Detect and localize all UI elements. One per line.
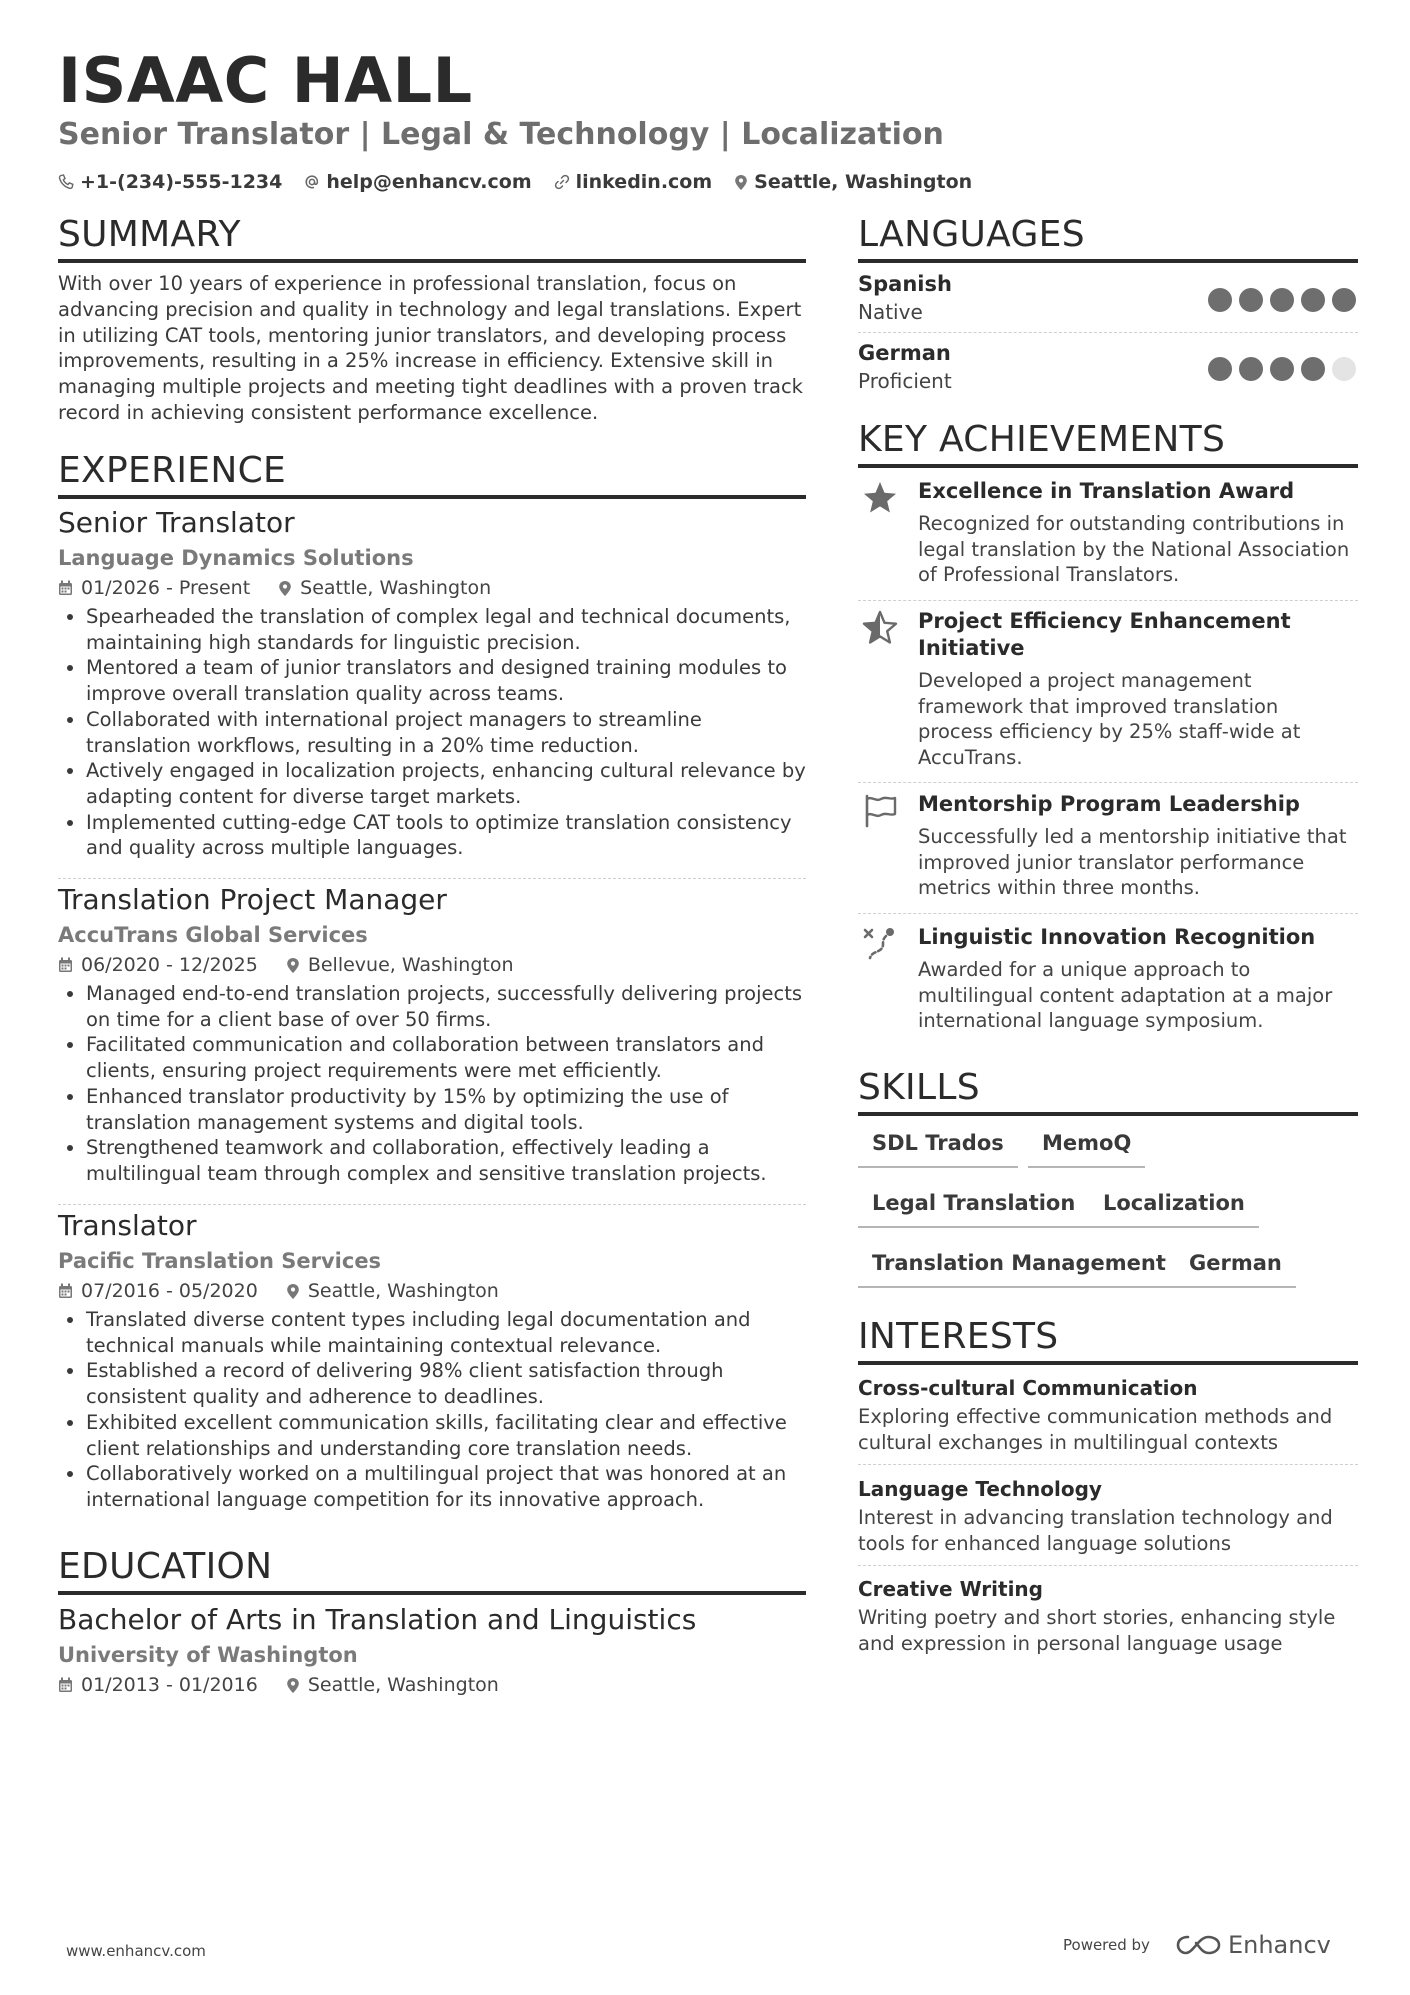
contact-linkedin[interactable] <box>554 171 713 193</box>
job-dates: 07/2016 - 05/2020 <box>81 1280 258 1302</box>
contact-location <box>734 171 972 193</box>
education-location-wrap <box>286 1671 499 1699</box>
achievement-desc: Recognized for outstanding contributions in legal translation by the National Association of Professional Translators. <box>918 512 1350 587</box>
interest-item <box>858 1575 1358 1656</box>
education-entry <box>58 1603 806 1699</box>
interest-title: Language Technology <box>858 1477 1102 1501</box>
education-dates: 01/2013 - 01/2016 <box>81 1674 258 1696</box>
phone-text: +1-(234)-555-1234 <box>80 171 283 193</box>
job-meta <box>58 951 806 979</box>
skill-tag: Legal Translation <box>858 1188 1089 1228</box>
rating-dot-filled <box>1301 288 1325 312</box>
star-icon <box>862 480 898 516</box>
language-name: Spanish <box>858 272 952 296</box>
skill-tag: Translation Management <box>858 1248 1180 1288</box>
job-dates-wrap <box>58 574 250 602</box>
job-dates: 06/2020 - 12/2025 <box>81 954 258 976</box>
achievement-title: Project Efficiency Enhancement Initiative <box>918 609 1291 660</box>
bullet: • Actively engaged in localization projects, enhancing cultural relevance by adapting content for diverse target markets. <box>86 758 806 809</box>
education-location: Seattle, Washington <box>307 1674 499 1696</box>
job-location-wrap <box>286 951 514 979</box>
language-rating <box>1201 357 1356 381</box>
calendar-icon <box>58 1677 73 1693</box>
bullet: • Exhibited excellent communication skills, facilitating clear and effective client relationships and understanding core translation needs. <box>86 1410 806 1461</box>
candidate-subtitle: Senior Translator | Legal & Technology | Localization <box>58 117 944 152</box>
job-title: Translation Project Manager <box>58 883 447 916</box>
job-dates-wrap <box>58 1277 258 1305</box>
job-entry <box>58 506 806 879</box>
job-bullets <box>58 604 806 861</box>
education-meta <box>58 1671 806 1699</box>
contact-bar <box>58 168 994 196</box>
location-pin-icon <box>278 580 292 597</box>
achievement-item <box>858 924 1358 1034</box>
job-location: Bellevue, Washington <box>307 954 514 976</box>
job-company: AccuTrans Global Services <box>58 923 368 947</box>
bullet: • Enhanced translator productivity by 15% by optimizing the use of translation management systems and digital tools. <box>86 1084 806 1135</box>
rating-dot-filled <box>1239 288 1263 312</box>
calendar-icon <box>58 580 73 596</box>
experience-heading: EXPERIENCE <box>58 451 806 499</box>
star-half-icon <box>862 610 898 646</box>
job-meta <box>58 1277 806 1305</box>
location-pin-icon <box>286 957 300 974</box>
job-dates-wrap <box>58 951 258 979</box>
job-company: Pacific Translation Services <box>58 1249 382 1273</box>
achievement-item <box>858 478 1358 601</box>
location-pin-icon <box>734 174 748 191</box>
skill-tag: MemoQ <box>1028 1128 1145 1168</box>
interest-desc: Exploring effective communication methods and cultural exchanges in multilingual contexts <box>858 1405 1333 1454</box>
job-location: Seattle, Washington <box>307 1280 499 1302</box>
path-icon <box>862 926 898 962</box>
education-dates-wrap <box>58 1671 258 1699</box>
job-entry <box>58 1209 806 1513</box>
interest-title: Creative Writing <box>858 1577 1043 1601</box>
skills-heading: SKILLS <box>858 1068 1358 1116</box>
bullet: • Collaborated with international project managers to streamline translation workflows, resulting in a 20% time reduction. <box>86 707 806 758</box>
interest-item <box>858 1374 1358 1465</box>
achievements-heading: KEY ACHIEVEMENTS <box>858 420 1358 468</box>
brand-name: Enhancv <box>1227 1931 1331 1959</box>
bullet: • Implemented cutting-edge CAT tools to optimize translation consistency and quality across multiple languages. <box>86 810 806 861</box>
language-item <box>858 270 1358 333</box>
school: University of Washington <box>58 1643 358 1667</box>
location-pin-icon <box>286 1283 300 1300</box>
job-location-wrap <box>286 1277 499 1305</box>
language-level: Proficient <box>858 369 952 393</box>
at-icon <box>304 174 320 190</box>
bullet: • Facilitated communication and collaboration between translators and clients, ensuring project requirements were met efficiently. <box>86 1032 806 1083</box>
language-rating <box>1201 288 1356 312</box>
bullet: • Strengthened teamwork and collaboration, effectively leading a multilingual team through complex and sensitive translation projects. <box>86 1135 806 1186</box>
rating-dot-filled <box>1270 357 1294 381</box>
phone-icon <box>58 174 74 190</box>
footer-powered <box>1063 1931 1331 1959</box>
location-text: Seattle, Washington <box>754 171 973 193</box>
email-text: help@enhancv.com <box>326 171 532 193</box>
interest-desc: Writing poetry and short stories, enhancing style and expression in personal language usage <box>858 1606 1336 1655</box>
language-level: Native <box>858 300 923 324</box>
powered-by-label: Powered by <box>1063 1936 1150 1954</box>
job-dates: 01/2026 - Present <box>81 577 251 599</box>
summary-heading: SUMMARY <box>58 215 806 263</box>
languages-heading: LANGUAGES <box>858 215 1358 263</box>
job-bullets <box>58 981 806 1187</box>
job-location-wrap <box>278 574 491 602</box>
bullet: • Translated diverse content types including legal documentation and technical manuals while maintaining contextual relevance. <box>86 1307 806 1358</box>
job-title: Senior Translator <box>58 506 295 539</box>
job-title: Translator <box>58 1209 197 1242</box>
footer-website[interactable]: www.enhancv.com <box>66 1942 206 1960</box>
contact-email[interactable] <box>304 171 531 193</box>
skill-tag: SDL Trados <box>858 1128 1018 1168</box>
linkedin-text: linkedin.com <box>575 171 713 193</box>
degree: Bachelor of Arts in Translation and Linguistics <box>58 1603 697 1636</box>
calendar-icon <box>58 1283 73 1299</box>
contact-phone[interactable] <box>58 171 282 193</box>
job-meta <box>58 574 806 602</box>
achievement-title: Excellence in Translation Award <box>918 479 1295 503</box>
achievement-title: Mentorship Program Leadership <box>918 792 1300 816</box>
rating-dot-filled <box>1239 357 1263 381</box>
skill-tag: Localization <box>1089 1188 1259 1228</box>
rating-dot-filled <box>1332 288 1356 312</box>
skill-tag: German <box>1175 1248 1296 1288</box>
rating-dot-filled <box>1208 288 1232 312</box>
bullet: • Collaboratively worked on a multilingual project that was honored at an international language competition for its innovative approach. <box>86 1461 806 1512</box>
bullet: • Mentored a team of junior translators and designed training modules to improve overall translation quality across teams. <box>86 655 806 706</box>
summary-text: With over 10 years of experience in professional translation, focus on advancing precision and quality in technology and legal translations. Expert in utilizing CAT tools, mentoring junior translators, and developing process improvements, resulting in a 25% increase in efficiency. Extensive skill in managing multiple projects and meeting tight deadlines with a proven track record in achieving consistent performance excellence. <box>58 272 803 424</box>
achievement-desc: Developed a project management framework that improved translation process efficiency by 25% staff-wide at AccuTrans. <box>918 669 1301 770</box>
location-pin-icon <box>286 1677 300 1694</box>
link-icon <box>554 174 570 190</box>
achievement-desc: Awarded for a unique approach to multilingual content adaptation at a major international language symposium. <box>918 958 1333 1033</box>
job-location: Seattle, Washington <box>300 577 492 599</box>
language-name: German <box>858 341 951 365</box>
rating-dot-filled <box>1270 288 1294 312</box>
job-bullets <box>58 1307 806 1513</box>
rating-dot-filled <box>1301 357 1325 381</box>
interests-heading: INTERESTS <box>858 1317 1358 1365</box>
interest-desc: Interest in advancing translation technology and tools for enhanced language solutions <box>858 1506 1333 1555</box>
interest-item <box>858 1475 1358 1566</box>
candidate-name: ISAAC HALL <box>58 44 473 117</box>
bullet: • Established a record of delivering 98% client satisfaction through consistent quality and adherence to deadlines. <box>86 1358 806 1409</box>
flag-icon <box>862 793 898 829</box>
job-entry <box>58 883 806 1205</box>
achievement-desc: Successfully led a mentorship initiative that improved junior translator performance metrics within three months. <box>918 825 1347 900</box>
calendar-icon <box>58 957 73 973</box>
rating-dot-filled <box>1208 357 1232 381</box>
achievement-item <box>858 791 1358 914</box>
bullet: • Spearheaded the translation of complex legal and technical documents, maintaining high standards for linguistic precision. <box>86 604 806 655</box>
rating-dot-empty <box>1332 357 1356 381</box>
brand-logo[interactable] <box>1176 1931 1331 1959</box>
achievement-title: Linguistic Innovation Recognition <box>918 925 1316 949</box>
language-item <box>858 339 1358 403</box>
bullet: • Managed end-to-end translation projects, successfully delivering projects on time for a client base of over 50 firms. <box>86 981 806 1032</box>
job-company: Language Dynamics Solutions <box>58 546 414 570</box>
achievement-item <box>858 608 1358 783</box>
education-heading: EDUCATION <box>58 1547 806 1595</box>
enhancv-logo-icon <box>1176 1933 1222 1957</box>
interest-title: Cross-cultural Communication <box>858 1376 1198 1400</box>
